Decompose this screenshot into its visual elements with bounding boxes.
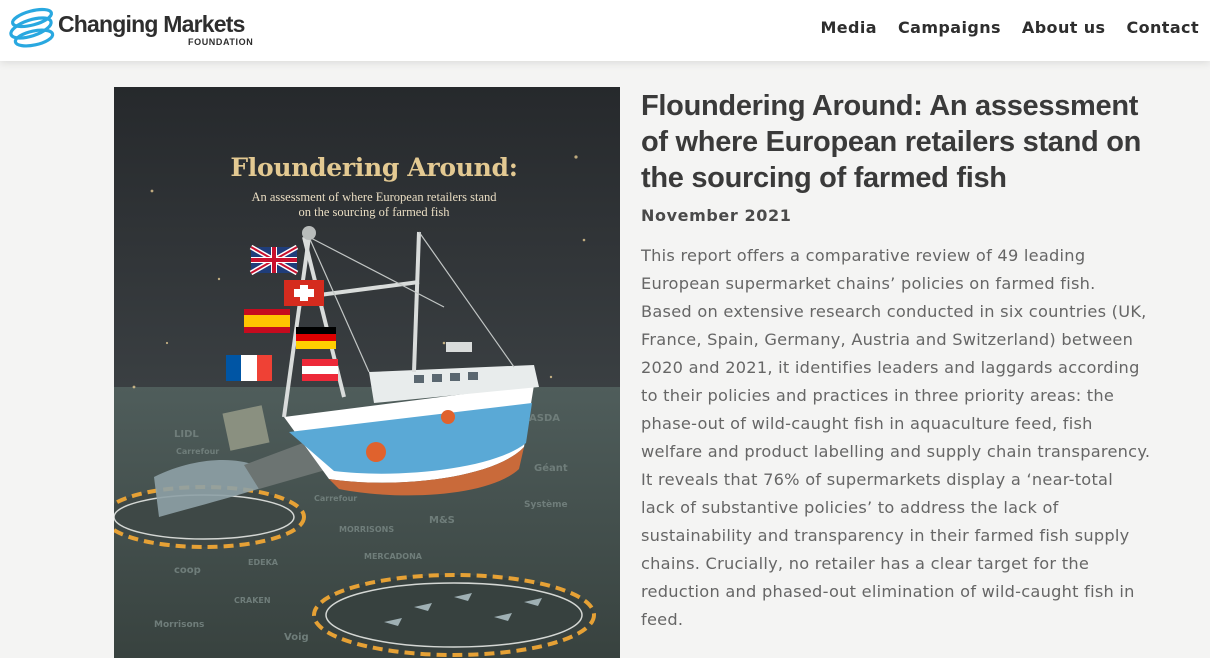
svg-text:Carrefour: Carrefour (314, 494, 358, 503)
swirl-logo-icon (8, 4, 58, 52)
cover-subtitle (234, 190, 514, 220)
svg-text:MERCADONA: MERCADONA (364, 552, 422, 561)
nav-media[interactable]: Media (820, 18, 877, 37)
nav-about-us[interactable]: About us (1021, 18, 1106, 37)
site-logo[interactable] (8, 4, 268, 54)
svg-text:Système: Système (524, 500, 568, 510)
report-description: This report offers a comparative review of 49 leading European supermarket chains’ policies on farmed fish. Based on extensive research conducted in six countries (UK, France, Spain, Germany, Austria and Switzerland) between 2020 and 2021, it identifies leaders and laggards according to their policies and practices in three priority areas: the phase-out of wild-caught fish in aquaculture feed, fish welfare and product labelling and supply chain transparency. It reveals that 76% of supermarkets display a ‘near-total lack of substantive policies’ to address the lack of sustainability and transparency in their farmed fish supply chains. Crucially, no retailer has a clear target for the reduction and phased-out elimination of wild-caught fish in feed. (641, 246, 1151, 629)
cover-subtitle-line-2: on the sourcing of farmed fish (298, 205, 450, 219)
svg-text:Géant: Géant (534, 463, 568, 474)
nav-contact[interactable]: Contact (1126, 18, 1199, 37)
nav-campaigns[interactable]: Campaigns (898, 18, 1001, 37)
svg-text:CRAKEN: CRAKEN (234, 596, 271, 605)
cover-subtitle-line-1: An assessment of where European retailers stand (251, 190, 497, 204)
logo-subtitle: FOUNDATION (188, 37, 254, 47)
main-nav (820, 18, 1199, 37)
site-header (0, 0, 1210, 61)
svg-text:LIDL: LIDL (174, 429, 199, 440)
report-summary (641, 88, 1161, 634)
logo-wordmark: Changing Markets (58, 11, 245, 37)
report-title: Floundering Around: An assessment of where European retailers stand on the sourcing of farmed fish (641, 90, 1142, 194)
svg-text:EDEKA: EDEKA (248, 558, 278, 567)
svg-text:Voig: Voig (284, 632, 309, 643)
svg-text:coop: coop (174, 565, 201, 576)
svg-text:Carrefour: Carrefour (176, 447, 220, 456)
cover-title: Floundering Around: (230, 153, 518, 182)
svg-text:M&S: M&S (429, 515, 455, 526)
svg-text:MORRISONS: MORRISONS (339, 525, 395, 534)
report-date: November 2021 (641, 206, 792, 225)
svg-text:Morrisons: Morrisons (154, 620, 205, 630)
svg-text:ASDA: ASDA (529, 413, 560, 424)
report-cover-image[interactable] (114, 87, 620, 658)
